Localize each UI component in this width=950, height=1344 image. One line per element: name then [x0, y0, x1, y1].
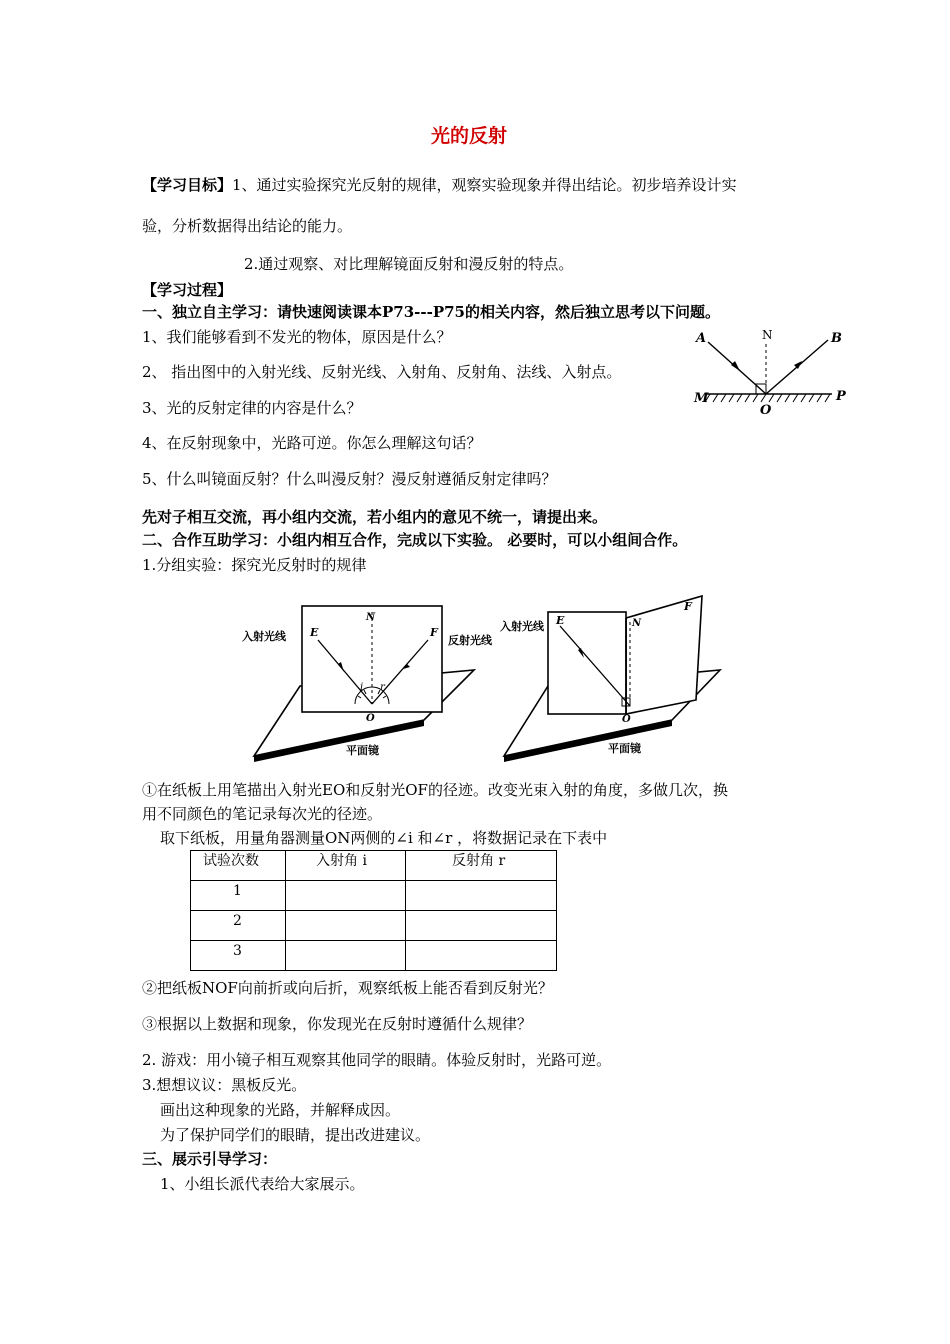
table-cell[interactable]: [286, 881, 406, 911]
label-B: B: [831, 331, 842, 346]
label-M: M: [694, 391, 709, 406]
mirror-edge: [504, 720, 672, 762]
header-cell: 入射角 i: [286, 851, 406, 881]
step-1-line-2: 用不同颜色的笔记录每次光的径迹。: [142, 805, 383, 823]
table-cell[interactable]: [286, 941, 406, 971]
label-r: r: [380, 682, 385, 693]
question-4: 4、在反射现象中，光路可逆。你怎么理解这句话？: [142, 434, 482, 452]
step-1-line-3: 取下纸板，用量角器测量ON两侧的∠i 和∠r ，将数据记录在下表中: [160, 829, 608, 847]
table-cell[interactable]: [286, 911, 406, 941]
goals-line-1: [142, 175, 737, 195]
question-3: 3、光的反射定律的内容是什么？: [142, 399, 362, 417]
table-row: [191, 911, 557, 941]
section2-heading: 二、合作互助学习：小组内相互合作，完成以下实验。 必要时，可以小组间合作。: [142, 531, 688, 549]
experiment-1: 1.分组实验：探究光反射时的规律: [142, 556, 367, 574]
goals-line-3: 2.通过观察、对比理解镜面反射和漫反射的特点。: [244, 255, 574, 273]
question-2: 2、 指出图中的入射光线、反射光线、入射角、反射角、法线、入射点。: [142, 363, 622, 381]
discussion-note: 先对子相互交流，再小组内交流，若小组内的意见不统一，请提出来。: [142, 508, 608, 526]
step-2: ②把纸板NOF向前折或向后折，观察纸板上能否看到反射光？: [142, 979, 553, 997]
label-N: N: [762, 328, 773, 342]
label-O: O: [622, 714, 631, 725]
table-cell[interactable]: [406, 911, 557, 941]
table-cell[interactable]: [406, 941, 557, 971]
label-N: N: [366, 612, 376, 623]
label-E: E: [310, 626, 319, 639]
reflection-diagram: [690, 322, 850, 426]
game-item: 2. 游戏：用小镜子相互观察其他同学的眼睛。体验反射时，光路可逆。: [142, 1051, 612, 1069]
header-cell: 试验次数: [191, 851, 286, 881]
process-label: 【学习过程】: [142, 281, 233, 299]
goals-label: 【学习目标】: [142, 176, 233, 194]
question-1: 1、我们能够看到不发光的物体，原因是什么？: [142, 328, 452, 346]
label-N: N: [632, 618, 642, 629]
label-P: P: [836, 389, 846, 404]
label-incident-ray: 入射光线: [242, 630, 286, 643]
label-mirror: 平面镜: [346, 744, 379, 757]
think-task-b: 为了保护同学们的眼睛，提出改进建议。: [160, 1126, 431, 1144]
step-1-line-1: ①在纸板上用笔描出入射光EO和反射光OF的径迹。改变光束入射的角度，多做几次，换: [142, 781, 728, 799]
table-cell: 1: [191, 881, 286, 911]
section1-heading: 一、独立自主学习：请快速阅读课本P73---P75的相关内容，然后独立思考以下问题。: [142, 303, 720, 321]
think-task-a: 画出这种现象的光路，并解释成因。: [160, 1101, 401, 1119]
label-O: O: [760, 403, 772, 418]
table-row: [191, 941, 557, 971]
label-A: A: [696, 331, 707, 346]
table-header-row: [191, 851, 557, 881]
page-title: 光的反射: [431, 125, 508, 147]
label-O: O: [366, 713, 375, 724]
think-item: 3.想想议议：黑板反光。: [142, 1076, 307, 1094]
data-table: [190, 850, 557, 971]
experiment-figure-flat: [238, 588, 498, 770]
table-row: [191, 881, 557, 911]
label-F: F: [430, 626, 438, 639]
question-5: 5、什么叫镜面反射？什么叫漫反射？漫反射遵循反射定律吗？: [142, 470, 557, 488]
section3-heading: 三、展示引导学习：: [142, 1150, 278, 1168]
section3-item-1: 1、小组长派代表给大家展示。: [160, 1175, 365, 1193]
label-reflected-ray: 反射光线: [448, 634, 492, 647]
table-cell: 3: [191, 941, 286, 971]
step-3: ③根据以上数据和现象，你发现光在反射时遵循什么规律？: [142, 1015, 533, 1033]
experiment-figure-folded: [496, 588, 736, 770]
label-F: F: [684, 600, 692, 613]
folded-board-half: [626, 596, 702, 714]
header-cell: 反射角 r: [406, 851, 557, 881]
label-E: E: [556, 614, 565, 627]
paper-board-half: [548, 612, 626, 714]
mirror-edge: [254, 720, 424, 762]
goals-line-2: 验，分析数据得出结论的能力。: [142, 217, 353, 235]
table-cell: 2: [191, 911, 286, 941]
goals-text-1: 1、通过实验探究光反射的规律，观察实验现象并得出结论。初步培养设计实: [232, 176, 737, 194]
label-i: i: [360, 682, 364, 693]
label-incident-ray: 入射光线: [500, 620, 544, 633]
label-mirror: 平面镜: [608, 742, 641, 755]
table-cell[interactable]: [406, 881, 557, 911]
